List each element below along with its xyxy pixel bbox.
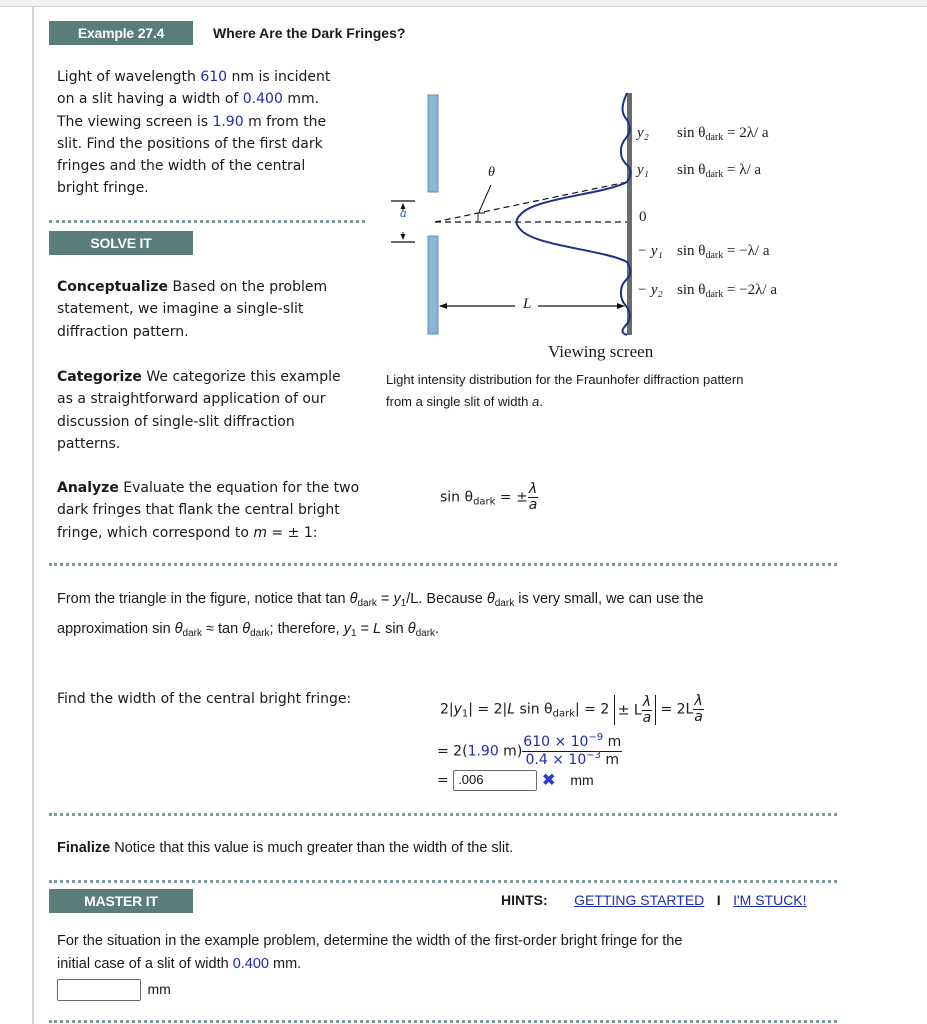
im-stuck-link[interactable]: I'M STUCK! [733,892,807,908]
symbol-theta: θ [174,621,183,637]
text: . [539,394,543,409]
master-answer-input[interactable] [57,979,141,1001]
text: diffraction pattern. [57,323,189,340]
text: Light intensity distribution for the Fraunhofer diffraction pattern [386,372,744,387]
text: = λ/ a [723,162,762,178]
section-label: Categorize [57,369,142,385]
fraction [528,482,538,513]
getting-started-link[interactable]: GETTING STARTED [574,892,705,908]
fraction [693,694,703,725]
text: = [356,621,374,637]
text: = −2λ/ a [723,282,778,298]
text: m from the [243,113,327,130]
text: sin θ [440,489,474,506]
text: = 2L [656,701,694,718]
section-divider [49,1020,837,1023]
text: approximation sin [57,621,175,637]
subscript: dark [494,598,515,609]
label-L: L [523,296,532,312]
slit-width-value: 0.400 [242,91,283,108]
text: sin [381,621,408,637]
distance-value: 1.90 [212,113,244,130]
variable-y: y [393,591,401,607]
text: fringe, which correspond to [57,524,254,541]
diffraction-figure [385,88,825,368]
variable-y: y [343,621,351,637]
figure-row-y1 [637,162,761,179]
text: bright fringe. [57,180,149,197]
text: ; therefore, [269,621,344,637]
problem-statement [57,66,377,200]
dark-fringe-equation [440,482,538,513]
variable-L: L [373,621,382,637]
wavelength-value: 610 [200,69,228,85]
exponent: −9 [588,732,604,743]
text: sin θ [677,125,706,141]
figure-row-zero [639,209,647,226]
symbol-theta: θ [242,621,251,637]
numerator-value: 610 × 10 [523,734,589,750]
text: 2| [440,701,454,718]
text: | = 2| [468,701,508,718]
master-question [57,930,837,976]
denominator: a [694,709,703,725]
subscript: dark [182,628,202,639]
screen-label: Viewing screen [548,342,654,361]
numerator: λ [694,693,703,709]
unit-label: mm [147,981,171,997]
text: For the situation in the example problem, determine the width of the first-order bright fringe for the [57,933,683,949]
subscript: dark [705,132,724,143]
text: = [437,772,449,789]
figure-row-neg-y2 [637,282,777,299]
section-label: Analyze [57,480,119,496]
section-label: Finalize [57,840,111,856]
text: sin θ [677,162,706,178]
text: nm is incident [227,69,331,85]
triangle-explanation: From the triangle in the figure, notice that $\tan \theta_{dark} = y_1/L$. Because $\theta_{dark}$ is very small, we can use the approximation $\sin \theta_{dark} \approx \tan \theta_{dark}$; therefore, $y_1 = L$ $\sin \theta_{dark}$. [57,591,704,639]
text: ± L [617,702,642,718]
subscript: dark [357,598,377,609]
text: as a straightforward application of our [57,391,326,408]
figure-row-neg-y1 [637,243,770,260]
text: = −λ/ a [723,243,770,259]
text: Light of wavelength [57,69,201,85]
text: sin θ [677,282,706,298]
figure-caption [386,369,816,413]
variable-m: m [253,524,268,541]
label-a: a [400,205,407,220]
denominator: a [642,709,652,726]
variable-a: a [531,394,540,409]
width-equation-line1: $2|y_1| = 2|L$ $\sin \theta_{dark}| = 2 \pm L$ $\frac{\lambda}{a}$ = 2L $\frac{\lambda}{a}$ [440,693,703,726]
text: sin θ [677,243,706,259]
text: mm. [282,91,320,108]
position-label: − y₂ [637,282,663,298]
text: sin θ [515,701,553,718]
subscript: dark [473,496,496,508]
fraction [522,734,622,769]
figure-row-y2 [637,125,769,142]
unit-label: mm [570,771,594,788]
hints-bar [501,892,807,909]
text: Based on the problem [168,279,328,295]
denominator: a [528,497,538,513]
text: from a single slit of width [386,394,532,409]
subscript: dark [415,628,436,639]
text: slit. Find the positions of the first dark [57,135,323,152]
text: dark fringes that flank the central bright [57,502,340,519]
denominator-value: 0.4 × 10 [525,752,587,768]
text: = 2λ/ a [723,125,769,141]
text: Notice that this value is much greater than the width of the slit. [110,840,514,856]
page-title: Where Are the Dark Fringes? [213,25,406,41]
unit: m [600,752,620,768]
position-label: y₂ [637,125,649,141]
separator: I [716,892,721,908]
example-badge: Example 27.4 [49,21,193,45]
slit-width-value: 0.400 [232,956,269,972]
text: = ± 1: [267,524,318,541]
text: ≈ tan [202,621,243,637]
position-label: y₁ [637,162,649,178]
text: The viewing screen is [57,113,213,130]
text: is very small, we can use the [514,591,704,607]
section-divider [49,813,837,816]
analyze-section [57,477,387,544]
text: We categorize this example [141,369,341,385]
finalize-section [57,833,513,863]
categorize-section [57,366,377,455]
unit: m [603,734,622,750]
text: /L. Because [406,591,487,607]
width-answer-row [437,770,594,791]
distance-value: 1.90 [467,743,499,760]
text: From the triangle in the figure, notice that tan [57,591,350,607]
numerator: λ [642,693,652,710]
top-strip [0,0,927,7]
subscript: dark [705,289,724,300]
symbol-theta: θ [349,591,358,607]
master-answer-row [57,979,171,1001]
incorrect-x-icon: ✖ [541,770,556,791]
width-answer-input[interactable]: .006 [453,770,537,791]
text: = 2( [437,743,468,760]
section-divider [49,220,365,223]
text: initial case of a slit of width [57,956,233,972]
width-prompt: Find the width of the central bright fringe: [57,691,352,707]
subscript: dark [705,169,724,180]
position-label: 0 [639,209,647,225]
numerator: λ [528,481,538,497]
left-border [32,7,34,1024]
subscript: 1 [350,628,357,639]
text: fringes and the width of the central [57,158,306,175]
subscript: dark [705,250,724,261]
text: | = 2 [575,701,610,718]
symbol-theta: θ [486,591,495,607]
section-divider [49,880,837,883]
conceptualize-section [57,276,377,343]
label-theta: θ [488,165,495,180]
symbol-theta: θ [407,621,416,637]
subscript: 1 [400,598,407,609]
hints-label: HINTS: [501,892,548,908]
width-equation-line2 [437,734,622,769]
exponent: −3 [586,750,601,761]
text: discussion of single-slit diffraction [57,413,295,430]
text: = [376,591,394,607]
text: mm. [269,956,302,972]
fraction [642,695,652,726]
text: Evaluate the equation for the two [118,480,360,496]
solve-it-badge: SOLVE IT [49,231,193,255]
text: patterns. [57,435,121,452]
section-label: Conceptualize [57,279,169,295]
master-it-badge: MASTER IT [49,889,193,913]
text: = ± [495,489,528,506]
text: m) [498,743,523,760]
subscript: dark [250,628,270,639]
text: on a slit having a width of [57,91,243,108]
section-divider [49,563,837,566]
text: statement, we imagine a single-slit [57,301,304,318]
position-label: − y₁ [637,243,663,259]
